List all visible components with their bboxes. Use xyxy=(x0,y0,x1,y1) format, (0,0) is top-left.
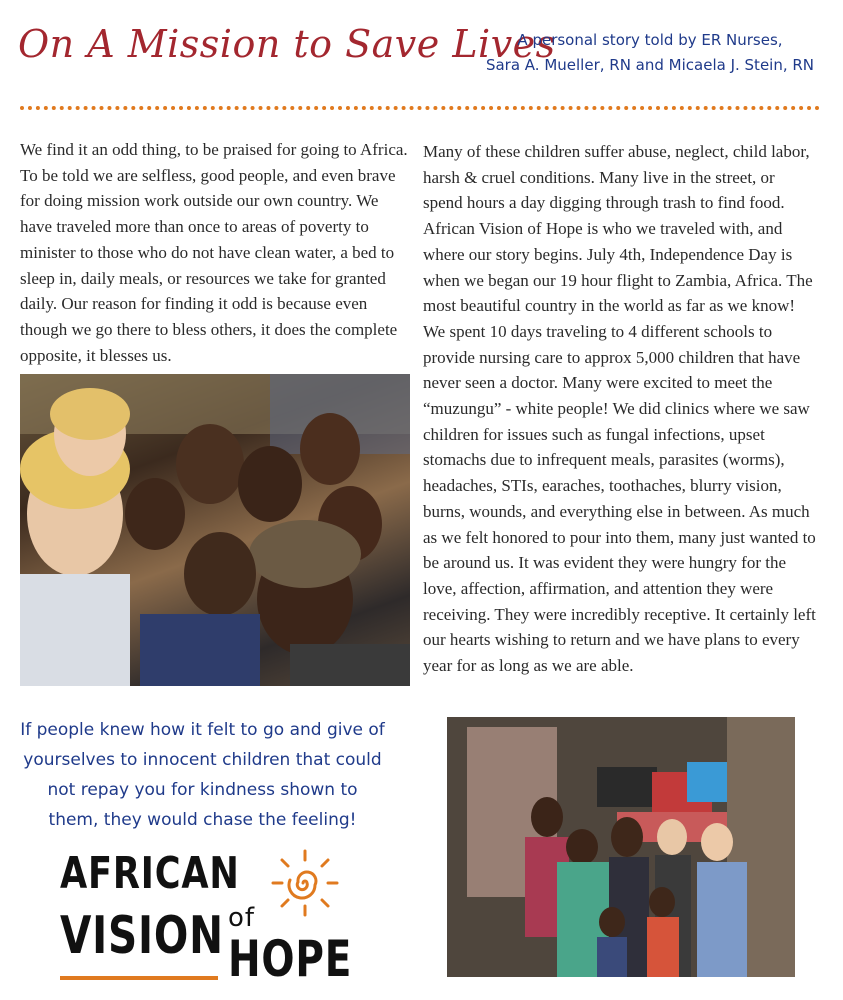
logo-line-vision: VISION xyxy=(60,906,224,966)
logo-line-african: AFRICAN xyxy=(60,848,240,899)
sun-spiral-icon xyxy=(270,848,340,918)
logo-word-of: of xyxy=(228,903,256,933)
pull-quote: If people knew how it felt to go and give of yourselves to innocent children that could not repay you for kindness shown to them, they would chase the feeling! xyxy=(20,720,385,830)
byline xyxy=(480,28,820,78)
logo-word-hope: HOPE xyxy=(228,930,353,988)
photo-group-illustration xyxy=(447,717,795,977)
article-title: On A Mission to Save Lives xyxy=(18,22,556,66)
article-column-2: Many of these children suffer abuse, neglect, child labor, harsh & cruel conditions. Many live in the street, or spend hours a day digging through trash to find food. African Vision of Hope is who we traveled with, and where our story begins. July 4th, Independence Day is when we began our 19 hour flight to Zambia, Africa. The most beautiful country in the world as far as we know! We spent 10 days traveling to 4 different schools to provide nursing care to approx 5,000 children that have never seen a doctor. Many were excited to meet the “muzungu” - white people! We did clinics where we saw children for issues such as fungal infections, upset stomachs due to infrequent meals, parasites (worms), headaches, STIs, earaches, toothaches, blurry vision, burns, wounds, and everything else in between. As much as we felt honored to pour into them, many just wanted to be around us. It was evident they were hungry for the love, affection, affirmation, and attention they were receiving. They were incredibly receptive. It certainly left our hearts wishing to return and we have plans to every year for as long as we are able. xyxy=(423,142,816,676)
article-column-1: We find it an odd thing, to be praised for going to Africa. To be told we are selfless, good people, and even brave for doing mission work outside our own country. We have traveled more than once to areas of poverty to minister to those who do not have clean water, a bed to sleep in, daily meals, or resources we take for granted daily. Our reason for finding it odd is because even though we go there to bless others, it does the complete opposite, it blesses us. xyxy=(20,140,408,365)
byline-line-2: Sara A. Mueller, RN and Micaela J. Stein, RN xyxy=(485,56,815,74)
photo-children-illustration xyxy=(20,374,410,686)
photo-group-indoors xyxy=(447,717,795,977)
byline-line-1: A personal story told by ER Nurses, xyxy=(517,31,783,49)
dotted-divider xyxy=(20,106,820,110)
african-vision-of-hope-logo xyxy=(60,848,360,988)
photo-children-group xyxy=(20,374,410,686)
logo-underline xyxy=(60,976,218,980)
